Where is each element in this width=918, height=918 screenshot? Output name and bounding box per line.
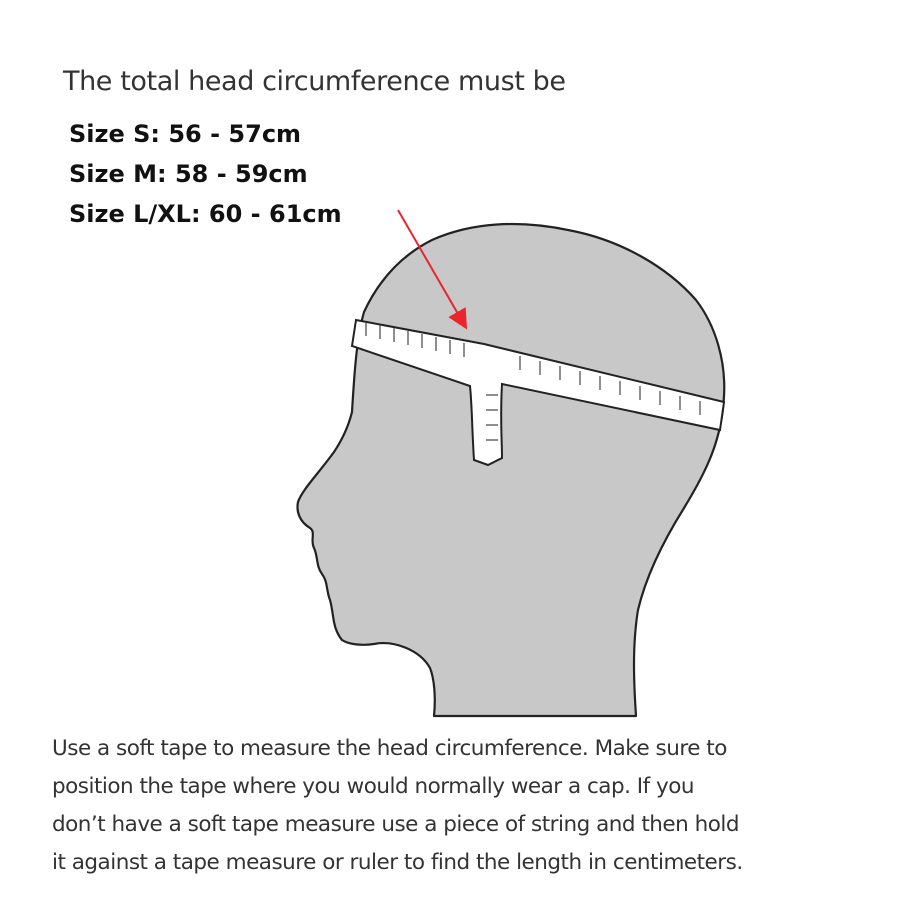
size-l-xl-item: Size L/XL: 60 - 61cm — [69, 200, 342, 228]
size-m-item: Size M: 58 - 59cm — [69, 160, 308, 188]
instruction-line: don’t have a soft tape measure use a piece of string and then hold — [52, 812, 740, 837]
instructions-paragraph — [52, 730, 882, 882]
instruction-line: Use a soft tape to measure the head circumference. Make sure to — [52, 736, 727, 761]
page-title: The total head circumference must be — [63, 66, 566, 97]
instruction-line: position the tape where you would normally wear a cap. If you — [52, 774, 695, 799]
head-profile-icon — [298, 224, 725, 716]
instruction-line: it against a tape measure or ruler to find the length in centimeters. — [52, 850, 743, 875]
size-s-item: Size S: 56 - 57cm — [69, 120, 302, 148]
